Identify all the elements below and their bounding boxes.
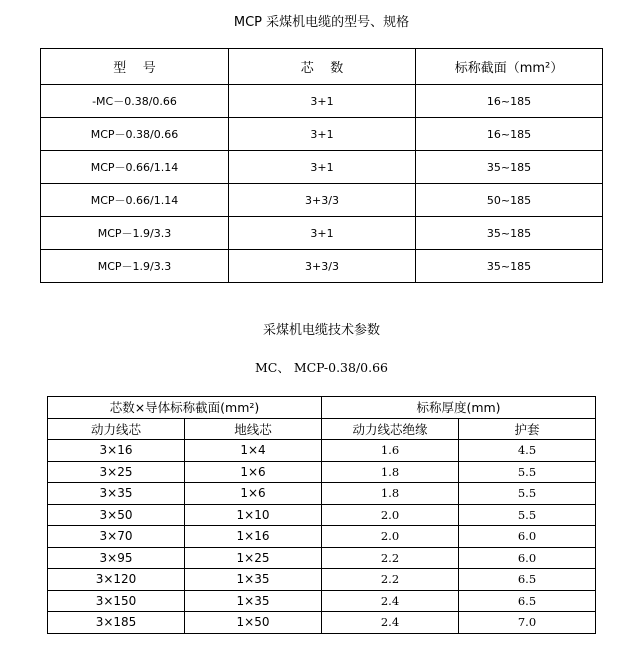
power-core-cell: 3×70 (48, 526, 185, 548)
sheath-thickness-cell: 6.5 (459, 569, 596, 591)
table-row (41, 118, 603, 151)
cross-section-cell: 35~185 (416, 151, 603, 184)
sub-header-row (48, 418, 596, 440)
section1-title: MCP 采煤机电缆的型号、规格 (233, 15, 410, 30)
sheath-thickness-cell: 6.5 (459, 590, 596, 612)
cores-cell: 3+3/3 (229, 250, 416, 283)
earth-core-cell: 1×16 (185, 526, 322, 548)
table-row (41, 250, 603, 283)
header-conductor-cross-section: 芯数×导体标称截面(mm²) (48, 397, 322, 419)
earth-core-cell: 1×6 (185, 461, 322, 483)
power-core-cell: 3×150 (48, 590, 185, 612)
cross-section-cell: 16~185 (416, 118, 603, 151)
sheath-thickness-cell: 6.0 (459, 526, 596, 548)
header-earth-core: 地线芯 (185, 418, 322, 440)
table-row (48, 461, 596, 483)
sheath-thickness-cell: 5.5 (459, 504, 596, 526)
earth-core-cell: 1×50 (185, 612, 322, 634)
cores-cell: 3+1 (229, 217, 416, 250)
sheath-thickness-cell: 5.5 (459, 461, 596, 483)
earth-core-cell: 1×6 (185, 483, 322, 505)
table-row (48, 590, 596, 612)
model-cell: MCP－0.38/0.66 (41, 118, 229, 151)
insulation-thickness-cell: 1.8 (322, 483, 459, 505)
power-core-cell: 3×120 (48, 569, 185, 591)
model-cell: MCP－0.66/1.14 (41, 184, 229, 217)
table-row (48, 504, 596, 526)
earth-core-cell: 1×35 (185, 590, 322, 612)
power-core-cell: 3×16 (48, 440, 185, 462)
earth-core-cell: 1×25 (185, 547, 322, 569)
cores-cell: 3+1 (229, 118, 416, 151)
table-header-row (41, 49, 603, 85)
table-row (41, 184, 603, 217)
insulation-thickness-cell: 2.4 (322, 612, 459, 634)
insulation-thickness-cell: 1.8 (322, 461, 459, 483)
insulation-thickness-cell: 1.6 (322, 440, 459, 462)
sheath-thickness-cell: 5.5 (459, 483, 596, 505)
section2-title: 采煤机电缆技术参数 (262, 323, 380, 338)
cores-cell: 3+1 (229, 85, 416, 118)
cross-section-cell: 16~185 (416, 85, 603, 118)
table-row (48, 526, 596, 548)
power-core-cell: 3×35 (48, 483, 185, 505)
insulation-thickness-cell: 2.2 (322, 547, 459, 569)
model-cell: MCP－1.9/3.3 (41, 250, 229, 283)
table-row (41, 217, 603, 250)
earth-core-cell: 1×4 (185, 440, 322, 462)
power-core-cell: 3×25 (48, 461, 185, 483)
cores-cell: 3+3/3 (229, 184, 416, 217)
header-sheath: 护套 (459, 418, 596, 440)
technical-parameters-table (47, 396, 596, 634)
insulation-thickness-cell: 2.2 (322, 569, 459, 591)
power-core-cell: 3×185 (48, 612, 185, 634)
table-row (41, 85, 603, 118)
earth-core-cell: 1×35 (185, 569, 322, 591)
model-cell: -MC－0.38/0.66 (41, 85, 229, 118)
sheath-thickness-cell: 7.0 (459, 612, 596, 634)
cross-section-cell: 35~185 (416, 250, 603, 283)
insulation-thickness-cell: 2.4 (322, 590, 459, 612)
table-row (48, 612, 596, 634)
header-power-core-insulation: 动力线芯绝缘 (322, 418, 459, 440)
group-header-row (48, 397, 596, 419)
cable-model-table (40, 48, 603, 283)
header-power-core: 动力线芯 (48, 418, 185, 440)
model-cell: MCP－0.66/1.14 (41, 151, 229, 184)
model-cell: MCP－1.9/3.3 (41, 217, 229, 250)
cross-section-cell: 35~185 (416, 217, 603, 250)
insulation-thickness-cell: 2.0 (322, 504, 459, 526)
table-row (48, 569, 596, 591)
insulation-thickness-cell: 2.0 (322, 526, 459, 548)
sheath-thickness-cell: 6.0 (459, 547, 596, 569)
header-model: 型 号 (41, 49, 229, 85)
earth-core-cell: 1×10 (185, 504, 322, 526)
section2-subtitle: MC、 MCP-0.38/0.66 (254, 360, 389, 375)
cross-section-cell: 50~185 (416, 184, 603, 217)
sheath-thickness-cell: 4.5 (459, 440, 596, 462)
power-core-cell: 3×50 (48, 504, 185, 526)
header-cores: 芯 数 (229, 49, 416, 85)
header-nominal-thickness: 标称厚度(mm) (322, 397, 596, 419)
header-cross-section: 标称截面（mm²） (416, 49, 603, 85)
table-row (48, 440, 596, 462)
table-row (48, 483, 596, 505)
table-row (48, 547, 596, 569)
power-core-cell: 3×95 (48, 547, 185, 569)
table-row (41, 151, 603, 184)
cores-cell: 3+1 (229, 151, 416, 184)
